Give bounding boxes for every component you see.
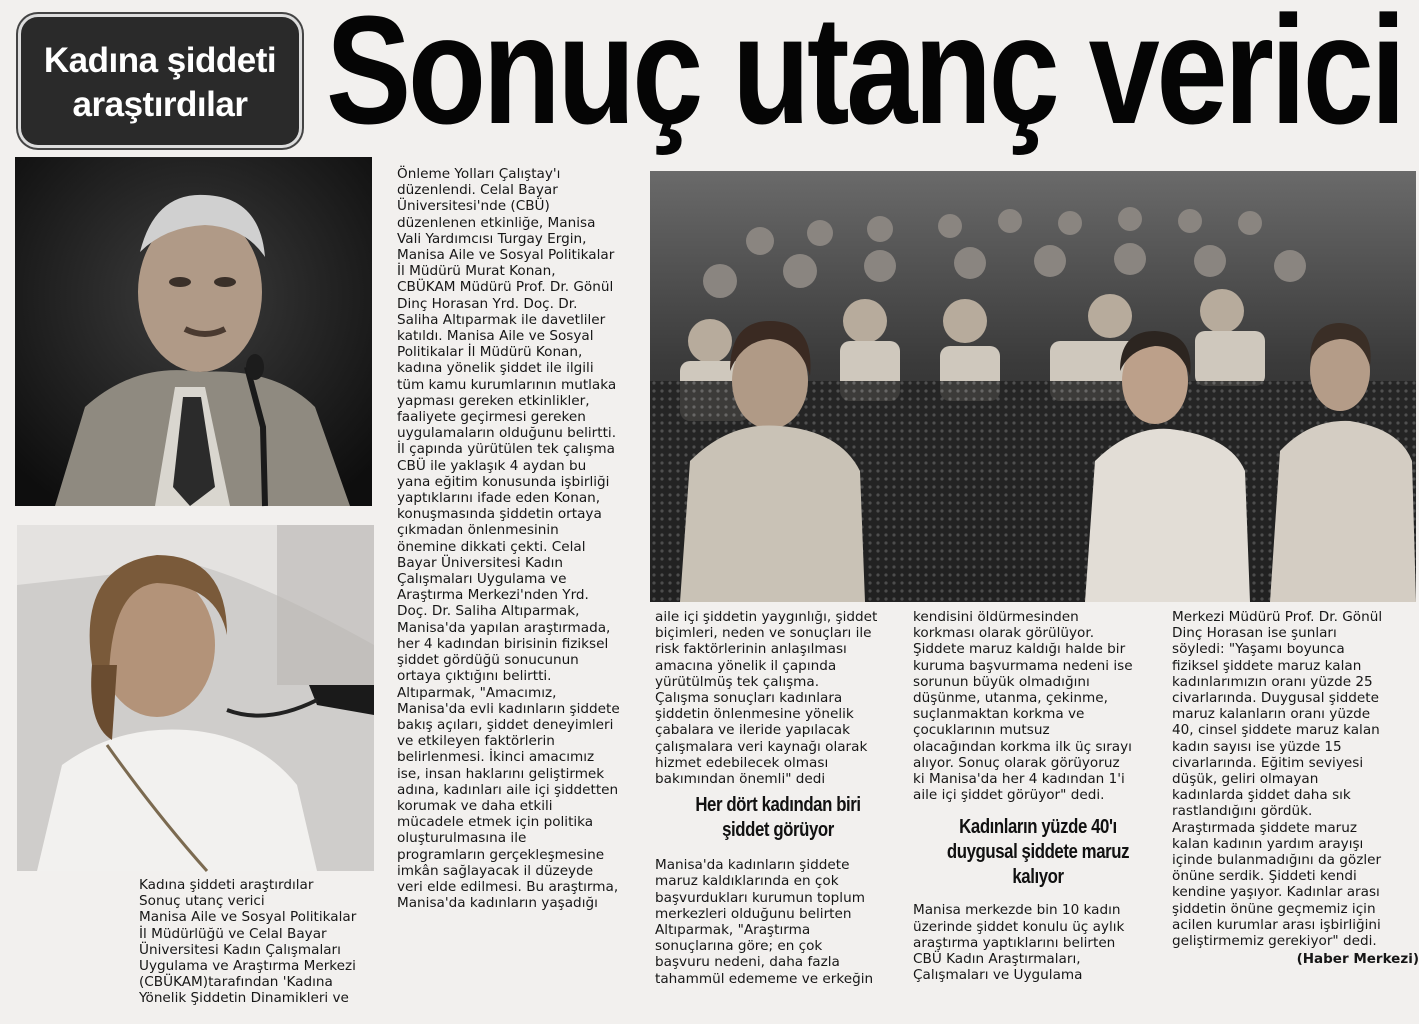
kicker-line-2: araştırdılar [72, 85, 248, 124]
woman-speaker-image [17, 525, 374, 871]
photo-caption: Kadına şiddeti araştırdılar Sonuç utanç verici Manisa Aile ve Sosyal Politikalar İl Müdürlüğü ve Celal Bayar Üniversitesi Kadın Çalışmaları Uygulama ve Araştırma Merkezi (CBÜKAM)tarafından 'Kadına Yönelik Şiddetin Dinamikleri ve [139, 877, 357, 1007]
photo-conference-audience [650, 171, 1416, 602]
subhead-her-dort-kadindan: Her dört kadından biri şiddet görüyor [695, 794, 861, 842]
article-column-2 [655, 609, 901, 1024]
kicker-box [18, 14, 302, 148]
column-3-text: kendisini öldürmesinden korkması olarak görülüyor. Şiddete maruz kaldığı halde bir kuruma başvurmama nedeni ise sorunun büyük olmadığını düşünme, utanma, çekinme, suçlanmaktan korkma ve çocuklarının mutsuz olacağından korkma ilk üç sırayı alıyor. Sonuç olarak görüyoruz ki Manisa'da her 4 kadından 1'i aile içi şiddet görüyor" dedi. [913, 609, 1133, 804]
column-2-text: aile içi şiddetin yaygınlığı, şiddet biçimleri, neden ve sonuçları ile risk faktörlerinin anlaşılması amacına yönelik il çapında yürütülmüş tek çalışma. Çalışma sonuçları kadınlara şiddetin önlenmesine yönelik çabalara ve ileride yapılacak çalışmalara veri kaynağı olarak hizmet edebilecek olması bakımından önemli" dedi [655, 609, 878, 788]
man-speaker-image [15, 157, 372, 506]
column-3-text-continued: Manisa merkezde bin 10 kadın üzerinde şiddet konulu üç aylık araştırma yaptıklarını belirten CBÜ Kadın Araştırmaları, Çalışmaları ve Uygulama [913, 902, 1125, 984]
photo-woman-speaking [17, 525, 374, 871]
column-4-text: Merkezi Müdürü Prof. Dr. Gönül Dinç Horasan ise şunları söyledi: "Yaşamı boyunca fiziksel şiddete maruz kalan kadınlarımızın oranı yüzde 25 civarlarında. Duygusal şiddete maruz kalanların oranı yüzde 40, cinsel şiddete maruz kalan kadın sayısı ise yüzde 15 civarlarında. Eğitim seviyesi düşük, geliri olmayan kadınlarda şiddet daha sık rastlandığını gördük. Araştırmada şiddete maruz kalan kadının yardım arayışı içinde bulanmadığını da gözler önüne serdik. Şiddeti kendi kendine yaşıyor. Kadınlar arası şiddetin önüne geçmemiz için acilen kurumlar arası işbirliğini geliştirmemiz gerekiyor" dedi. [1172, 609, 1383, 950]
audience-image [650, 171, 1416, 602]
headline: Sonuç utanç verici [326, 0, 1403, 156]
article-column-1: Önleme Yolları Çalıştay'ı düzenlendi. Celal Bayar Üniversitesi'nde (CBÜ) düzenlenen etkinliğe, Manisa Vali Yardımcısı Turgay Ergin, Manisa Aile ve Sosyal Politikalar İl Müdürü Murat Konan, CBÜKAM Müdürü Prof. Dr. Gönül Dinç Horasan Yrd. Doç. Dr. Saliha Altıparmak ile davetliler katıldı. Manisa Aile ve Sosyal Politikalar İl Müdürü Konan, kadına yönelik şiddet ile ilgili tüm kamu kurumlarının mutlaka yapması gereken etkinlikler, faaliyete geçirmesi gereken uygulamaların olduğunu belirtti. İl çapında yürütülen tek çalışma CBÜ ile yaklaşık 4 aydan bu yana eğitim konusunda işbirliği yaptıklarını ifade eden Konan, konuşmasında şiddetin ortaya çıkmadan önlenmesinin önemine dikkati çekti. Celal Bayar Üniversitesi Kadın Çalışmaları Uygulama ve Araştırma Merkezi'nden Yrd. Doç. Dr. Saliha Altıparmak, Manisa'da yapılan araştırmada, her 4 kadından birisinin fiziksel şiddet gördüğü sonucunun ortaya çıktığını belirtti. Altıparmak, "Amacımız, Manisa'da evli kadınların şiddete bakış açıları, şiddet deneyimleri ve etkileyen faktörlerin belirlenmesi. İkinci amacımız ise, insan haklarını geliştirmek adına, kadınları aile içi şiddetten korumak ve daha etkili mücadele etmek için politika oluşturulmasına ile programların gerçekleşmesine imkân sağlayacak il düzeyde veri elde edilmesi. Bu araştırma, Manisa'da kadınların yaşadığı [397, 166, 620, 912]
article-column-3 [913, 609, 1163, 1024]
photo-man-speaking [15, 157, 372, 506]
kicker-line-1: Kadına şiddeti [43, 41, 277, 80]
article-column-4 [1172, 609, 1419, 1024]
subhead-kadinlarin-yuzde-40: Kadınların yüzde 40'ı duygusal şiddete maruz kalıyor [946, 816, 1130, 889]
column-2-text-continued: Manisa'da kadınların şiddete maruz kaldıklarında en çok başvurdukları kurumun toplum merkezleri olduğunu belirten Altıparmak, "Araştırma sonuçlarına göre; en çok başvuru nedeni, daha fazla tahammül edememe ve erkeğin [655, 857, 874, 987]
news-credit: (Haber Merkezi) [1296, 951, 1419, 968]
